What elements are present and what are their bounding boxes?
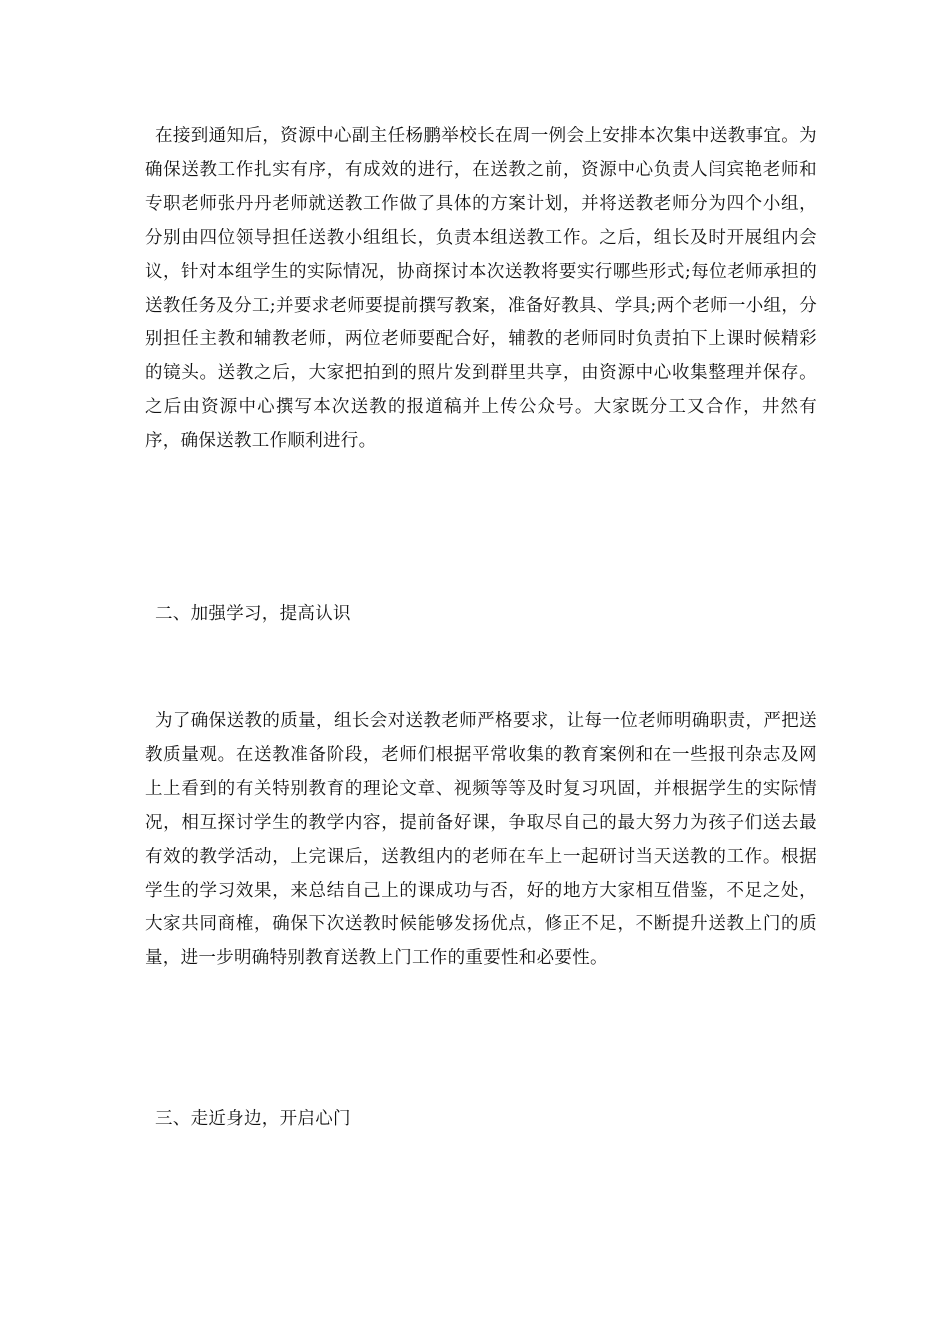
section-heading: 三、走近身边，开启心门 xyxy=(155,1109,351,1129)
body-paragraph: 为了确保送教的质量，组长会对送教老师严格要求，让每一位老师明确职责，严把送教质量观。在送教准备阶段，老师们根据平常收集的教育案例和在一些报刊杂志及网上上看到的有关特别教育的理论文章、视频等等及时复习巩固，并根据学生的实际情况，相互探讨学生的教学内容，提前备好课，争取尽自己的最大努力为孩子们送去最有效的教学活动，上完课后，送教组内的老师在车上一起研讨当天送教的工作。根据学生的学习效果，来总结自己上的课成功与否，好的地方大家相互借鉴，不足之处，大家共同商榷，确保下次送教时候能够发扬优点，修正不足，不断提升送教上门的质量，进一步明确特别教育送教上门工作的重要性和必要性。 xyxy=(145,711,817,969)
section-heading: 二、加强学习，提高认识 xyxy=(155,604,351,624)
body-paragraph: 在接到通知后，资源中心副主任杨鹏举校长在周一例会上安排本次集中送教事宜。为确保送教工作扎实有序，有成效的进行，在送教之前，资源中心负责人闫宾艳老师和专职老师张丹丹老师就送教工作做了具体的方案计划，并将送教老师分为四个小组，分别由四位领导担任送教小组组长，负责本组送教工作。之后，组长及时开展组内会议，针对本组学生的实际情况，协商探讨本次送教将要实行哪些形式;每位老师承担的送教任务及分工;并要求老师要提前撰写教案，准备好教具、学具;两个老师一小组，分别担任主教和辅教老师，两位老师要配合好，辅教的老师同时负责拍下上课时候精彩的镜头。送教之后，大家把拍到的照片发到群里共享，由资源中心收集整理并保存。之后由资源中心撰写本次送教的报道稿并上传公众号。大家既分工又合作，井然有序，确保送教工作顺利进行。 xyxy=(145,126,817,452)
